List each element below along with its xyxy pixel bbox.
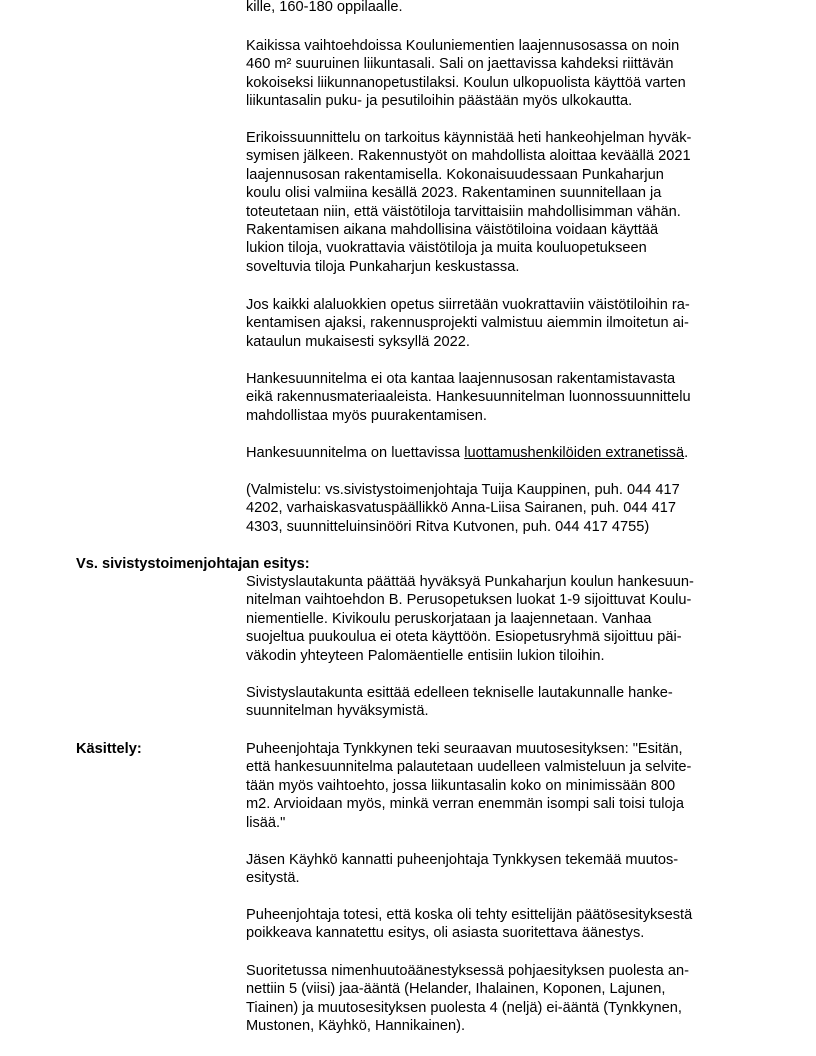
text-line: 4303, suunnitteluinsinööri Ritva Kutvonen, puh. 044 417 4755)	[246, 518, 650, 535]
text-line: symisen jälkeen. Rakennustyöt on mahdollista aloittaa keväällä 2021	[246, 148, 691, 165]
text-line: kentamisen ajaksi, rakennusprojekti valmistuu aiemmin ilmoitetun ai-	[246, 315, 689, 332]
paragraph-construction-schedule	[246, 129, 746, 276]
text-line: 4202, varhaiskasvatuspäällikkö Anna-Liisa Sairanen, puh. 044 417	[246, 500, 676, 517]
paragraph-seconded	[246, 851, 746, 888]
text-line: suojeltua puukoulua ei oteta käyttöön. Esiopetusryhmä sijoittuu päi-	[246, 629, 682, 646]
text-line: toteutetaan niin, että väistötiloja tarvittaisiin mahdollisimman vähän.	[246, 203, 681, 220]
paragraph-preparation-contacts	[246, 481, 746, 536]
text-line: nitelman vaihtoehdon B. Perusopetuksen luokat 1-9 sijoittuvat Koulu-	[246, 592, 692, 609]
text-line: lisää."	[246, 814, 286, 831]
text-line: Jos kaikki alaluokkien opetus siirretään vuokrattaviin väistötiloihin ra-	[246, 297, 690, 313]
text-line: laajennusosan rakentamisella. Kokonaisuudessaan Punkaharjun	[246, 166, 664, 183]
text-line: lukion tiloja, vuokrattavia väistötiloja ja muita kouluopetukseen	[246, 240, 647, 257]
extranet-prefix: Hankesuunnitelma on luettavissa	[246, 445, 465, 461]
text-line: eikä rakennusmateriaaleista. Hankesuunnitelman luonnossuunnittelu	[246, 389, 691, 406]
text-line: esitystä.	[246, 870, 300, 887]
text-line: Mustonen, Käyhkö, Hannikainen).	[246, 1018, 466, 1035]
text-line: poikkeava kannatettu esitys, oli asiasta suoritettava äänestys.	[246, 925, 645, 942]
text-line: m2. Arvioidaan myös, minkä verran enemmän isompi sali toisi tuloja	[246, 796, 684, 813]
text-line: että hankesuunnitelma palautetaan uudelleen valmisteluun ja selvite-	[246, 759, 692, 776]
paragraph-building-materials	[246, 370, 746, 425]
text-line: Kaikissa vaihtoehdoissa Kouluniementien laajennusosassa on noin	[246, 38, 680, 54]
text-line: Puheenjohtaja Tynkkynen teki seuraavan muutosesityksen: "Esitän,	[246, 741, 683, 757]
text-line: kokoiseksi liikunnanopetustilaksi. Koulun ulkopuolista käyttöä varten	[246, 74, 686, 91]
text-line: (Valmistelu: vs.sivistystoimenjohtaja Tuija Kauppinen, puh. 044 417	[246, 482, 680, 498]
text-line: liikuntasalin puku- ja pesutiloihin päästään myös ulkokautta.	[246, 93, 633, 110]
text-line: Suoritetussa nimenhuutoäänestyksessä pohjaesityksen puolesta an-	[246, 963, 689, 979]
text-line: nettiin 5 (viisi) jaa-ääntä (Helander, Ihalainen, Koponen, Lajunen,	[246, 981, 666, 998]
text-line: Sivistyslautakunta päättää hyväksyä Punkaharjun koulun hankesuun-	[246, 574, 694, 590]
text-line: koulu olisi valmiina kesällä 2023. Rakentaminen suunnitellaan ja	[246, 185, 662, 202]
text-line: kille, 160-180 oppilaalle.	[246, 0, 403, 15]
text-line: Tiainen) ja muutosesityksen puolesta 4 (neljä) ei-ääntä (Tynkkynen,	[246, 999, 682, 1016]
paragraph-chair-amendment	[246, 740, 746, 832]
text-line: Erikoissuunnittelu on tarkoitus käynnistää heti hankeohjelman hyväk-	[246, 130, 692, 146]
paragraph-vote-result	[246, 962, 746, 1036]
paragraph-proposal-forward	[246, 684, 746, 721]
extranet-suffix: .	[684, 445, 689, 461]
text-line: kataulun mukaisesti syksyllä 2022.	[246, 333, 470, 350]
paragraph-temporary-premises	[246, 296, 746, 351]
paragraph-extranet	[246, 444, 746, 462]
paragraph-proposal-decision	[246, 573, 746, 665]
text-line: suunnitelman hyväksymistä.	[246, 703, 429, 720]
text-line: soveltuvia tiloja Punkaharjun keskustassa.	[246, 258, 520, 275]
paragraph-gym-hall	[246, 37, 746, 111]
extranet-link[interactable]: luottamushenkilöiden extranetissä	[464, 445, 685, 461]
text-line: tään myös vaihtoehto, jossa liikuntasalin koko on minimissään 800	[246, 777, 676, 794]
text-line: Rakentamisen aikana mahdollisina väistötiloina voidaan käyttää	[246, 222, 659, 239]
text-line: Hankesuunnitelma ei ota kantaa laajennusosan rakentamistavasta	[246, 371, 676, 387]
text-line: Puheenjohtaja totesi, että koska oli tehty esittelijän päätösesityksestä	[246, 907, 693, 923]
heading-director-proposal: Vs. sivistystoimenjohtajan esitys:	[76, 556, 310, 572]
text-line: 460 m² suuruinen liikuntasali. Sali on jaettavissa kahdeksi riittävän	[246, 56, 674, 73]
paragraph-vote-required	[246, 906, 746, 943]
paragraph-intro-end	[246, 0, 746, 16]
text-line: väkodin yhteyteen Palomäentielle entisiin lukion tiloihin.	[246, 647, 605, 664]
text-line: Jäsen Käyhkö kannatti puheenjohtaja Tynkkysen tekemää muutos-	[246, 852, 679, 868]
text-line: mahdollistaa myös puurakentamisen.	[246, 407, 487, 424]
heading-handling: Käsittely:	[76, 741, 142, 757]
text-line: Sivistyslautakunta esittää edelleen tekniselle lautakunnalle hanke-	[246, 685, 673, 701]
text-line: niementielle. Kivikoulu peruskorjataan ja laajennetaan. Vanhaa	[246, 610, 652, 627]
